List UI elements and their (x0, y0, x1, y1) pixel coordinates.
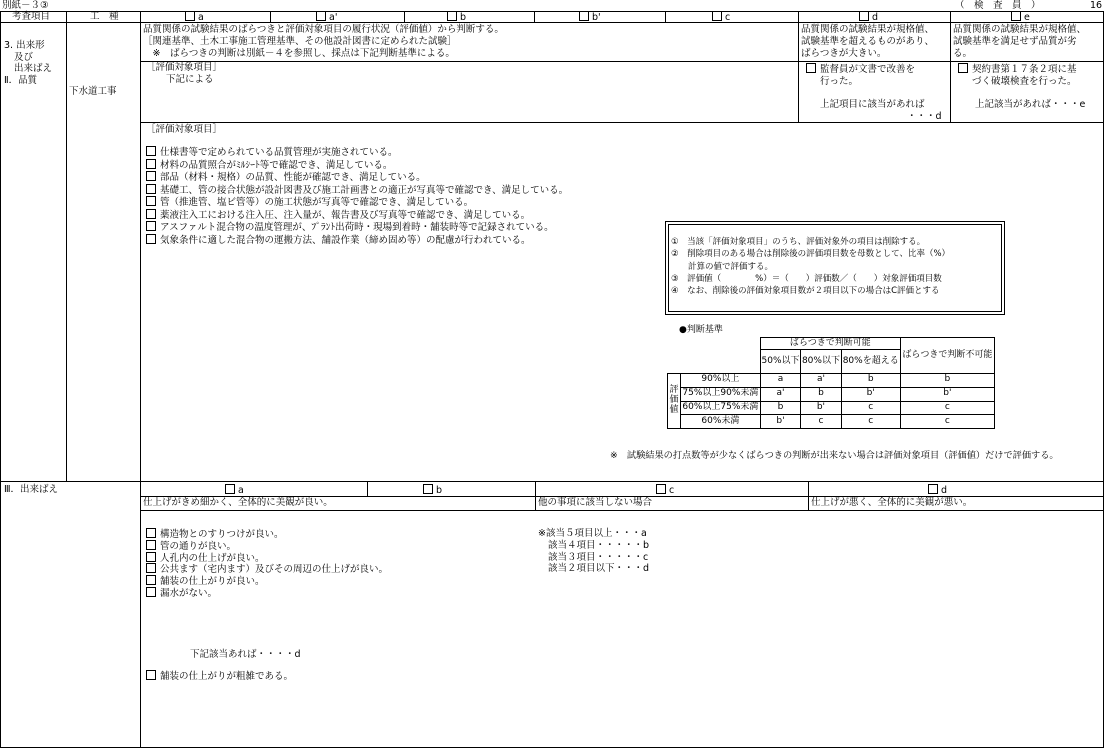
quality-d-check[interactable]: 監督員が文書で改善を 行った。 (806, 63, 915, 88)
checkbox-icon[interactable] (146, 575, 156, 585)
category-label: 3. 出来形 及び 出来ばえ Ⅱ．品質 (4, 40, 53, 86)
finish-desc-ab: 仕上げがきめ細かく、全体的に美観が良い。 (143, 497, 333, 508)
list-item[interactable]: 公共ます（宅内ます）及びその周辺の仕上げが良い。 (146, 563, 388, 575)
quality-intro: 品質関係の試験結果のばらつきと評価対象項目の履行状況（評価値）から判断する。 ［関連基準、土木工事施工管理基準、その他設計図書に定められた試験］ ※ ばらつきの判断は別紙－４を参照し、採点は下記判断基準による。 (143, 24, 504, 59)
finish-scoring: ※該当５項目以上・・・a 該当４項目・・・・・b 該当３項目・・・・・c 該当２項目以下・・・d (538, 528, 650, 575)
notes: ① 当該「評価対象項目」のうち、評価対象外の項目は削除する。 ② 削除項目のある場合は削除後の評価項目数を母数として、比率（%） 計算の値で評価する。 ③ 評価値（ %）＝（ ）評価数／（ ）対象評価項目数 ④ なお、削除後の評価対象項目数が２項目以下の場合はC評価とする (671, 237, 951, 297)
grade-b[interactable]: b (447, 11, 466, 24)
checkbox-icon[interactable] (146, 146, 156, 156)
col-header-category: 考査項目 (12, 11, 51, 22)
checkbox-icon[interactable] (185, 11, 195, 21)
page-number: 16 (1090, 0, 1103, 11)
list-item[interactable]: 気象条件に適した混合物の運搬方法、舗設作業（締め固め等）の配慮が行われている。 (146, 234, 568, 247)
finish-desc-d: 仕上げが悪く、全体的に美観が悪い。 (811, 497, 973, 508)
finish-grade-d[interactable]: d (928, 484, 947, 497)
grade-divider (270, 11, 271, 22)
checkbox-icon[interactable] (146, 540, 156, 550)
grade-divider-e (950, 11, 951, 123)
list-item[interactable]: 構造物とのすりつけが良い。 (146, 528, 388, 540)
grade-divider (534, 11, 535, 22)
quality-d-text: 品質関係の試験結果が規格値、 試験基準を超えるものがあり、 ばらつきが大きい。 (801, 24, 935, 59)
col-header-worktype: 工 種 (90, 11, 119, 22)
inspector-label: （ 検 査 員 ） (955, 0, 1041, 11)
finish-divider (535, 482, 536, 510)
finish-d-label: 下記該当あれば・・・・d (190, 649, 301, 660)
border-top (0, 11, 1103, 12)
checkbox-icon[interactable] (146, 587, 156, 597)
checkbox-icon[interactable] (146, 196, 156, 206)
checkbox-icon[interactable] (146, 563, 156, 573)
checkbox-icon[interactable] (146, 528, 156, 538)
finish-grade-a[interactable]: a (225, 484, 244, 497)
checkbox-icon[interactable] (423, 484, 433, 494)
finish-divider (808, 482, 809, 510)
checkbox-icon[interactable] (146, 552, 156, 562)
checkbox-icon[interactable] (146, 159, 156, 169)
work-type: 下水道工事 (69, 86, 117, 97)
checkbox-icon[interactable] (1011, 11, 1021, 21)
checkbox-icon[interactable] (316, 11, 326, 21)
grade-a[interactable]: a (185, 11, 204, 24)
header-possible: ばらつきで判断可能 (760, 338, 900, 350)
list-item[interactable]: 薬液注入工における注入圧、注入量が、報告書及び写真等で確認でき、満足している。 (146, 209, 568, 222)
list-item[interactable]: 漏水がない。 (146, 587, 388, 599)
quality-e-check[interactable]: 契約書第１７条２項に基 づく破壊検査を行った。 (958, 63, 1077, 88)
quality-e-footer: 上記該当があれば・・・e (975, 99, 1086, 110)
grade-b-prime[interactable]: b' (579, 11, 601, 24)
list-item[interactable]: 人孔内の仕上げが良い。 (146, 552, 388, 564)
grade-a-prime[interactable]: a' (316, 11, 337, 24)
border-bottom (0, 747, 1103, 748)
checkbox-icon[interactable] (225, 484, 235, 494)
checkbox-icon[interactable] (447, 11, 457, 21)
list-item[interactable]: 管（推進管、塩ビ管等）の施工状態が写真等で確認でき、満足している。 (146, 196, 568, 209)
list-item[interactable]: 管の通りが良い。 (146, 540, 388, 552)
checkbox-icon[interactable] (928, 484, 938, 494)
section-rule-finish (0, 481, 1103, 482)
row-label: 評価値 (668, 374, 681, 429)
finish-grade-c[interactable]: c (656, 484, 674, 497)
list-item[interactable]: 材料の品質照合がﾐﾙｼｰﾄ等で確認でき、満足している。 (146, 159, 568, 172)
quality-eval-label: ［評価対象項目］ 下記による (146, 62, 223, 85)
header-impossible: ばらつきで判断不可能 (900, 338, 994, 374)
grade-d[interactable]: d (859, 11, 878, 24)
eval-rule (140, 122, 1103, 123)
grade-divider-d (798, 11, 799, 123)
checkbox-icon[interactable] (146, 184, 156, 194)
finish-items-list (146, 528, 388, 599)
quality-d-footer: 上記項目に該当があれば ・・・d (820, 99, 942, 122)
quality-e-text: 品質関係の試験結果が規格値、 試験基準を満足せず品質が劣 る。 (953, 24, 1087, 59)
grade-c[interactable]: c (712, 11, 730, 24)
list-item[interactable]: 仕様書等で定められている品質管理が実施されている。 (146, 146, 568, 159)
border-right (1103, 11, 1104, 748)
finish-d-item[interactable]: 舗装の仕上がりが粗雑である。 (146, 670, 293, 683)
quality-rule (140, 61, 1103, 62)
judgement-table: ばらつきで判断可能 ばらつきで判断不可能 50%以下 80%以下 80%を超える 評価値 90%以上 a a' b b 75%以上90%未満 a' b b' b' 60%以上75%未満 b b' c c 60%未満 b' c c c (667, 337, 995, 429)
eval-items-label: ［評価対象項目］ (146, 124, 223, 135)
list-item[interactable]: 基礎工、管の接合状態が設計図書及び施工計画書との適正が写真等で確認でき、満足している。 (146, 184, 568, 197)
finish-grade-b[interactable]: b (423, 484, 442, 497)
judgement-title: ●判断基準 (679, 325, 723, 335)
form-id: 別紙－３③ (2, 0, 49, 11)
header-bottom-rule (0, 22, 1103, 23)
section-finish-label: Ⅲ．出来ばえ (4, 484, 59, 495)
checkbox-icon[interactable] (146, 171, 156, 181)
checkbox-icon[interactable] (859, 11, 869, 21)
checkbox-icon[interactable] (958, 63, 968, 73)
grade-divider (665, 11, 666, 22)
border-left (0, 11, 1, 748)
list-item[interactable]: 部品（材料・規格）の品質、性能が確認でき、満足している。 (146, 171, 568, 184)
checkbox-icon[interactable] (146, 234, 156, 244)
checkbox-icon[interactable] (146, 209, 156, 219)
list-item[interactable]: アスファルト混合物の温度管理が、ﾌﾟﾗﾝﾄ出荷時・現場到着時・舗装時等で記録されている。 (146, 221, 568, 234)
finish-desc-rule (140, 510, 1103, 511)
finish-divider (367, 482, 368, 496)
checkbox-icon[interactable] (146, 221, 156, 231)
col-divider-category (66, 11, 67, 481)
list-item[interactable]: 舗装の仕上がりが良い。 (146, 575, 388, 587)
judgement-footnote: ※ 試験結果の打点数等が少なくばらつきの判断が出来ない場合は評価対象項目（評価値）だけで評価する。 (610, 450, 1059, 461)
checkbox-icon[interactable] (712, 11, 722, 21)
checkbox-icon[interactable] (806, 63, 816, 73)
eval-items-list (146, 146, 568, 246)
grade-e[interactable]: e (1011, 11, 1030, 24)
grade-divider (404, 11, 405, 22)
checkbox-icon[interactable] (656, 484, 666, 494)
checkbox-icon[interactable] (579, 11, 589, 21)
checkbox-icon[interactable] (146, 670, 156, 680)
finish-desc-c: 他の事項に該当しない場合 (538, 497, 653, 508)
